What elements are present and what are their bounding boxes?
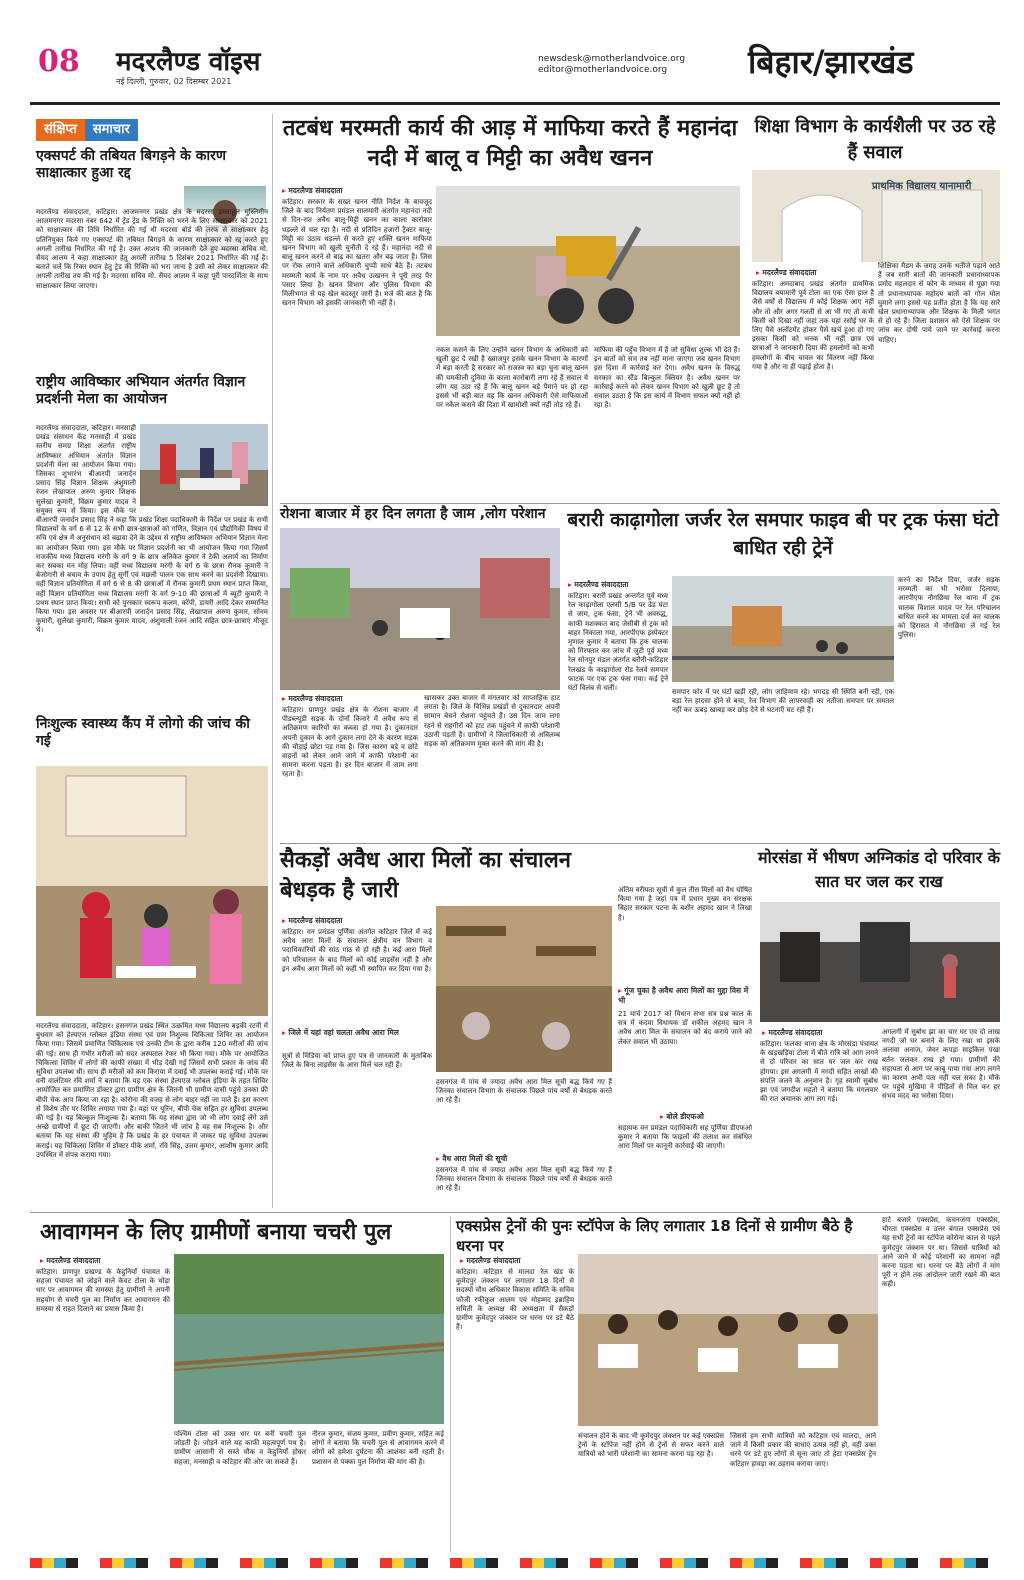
dharna-body-2: संचालन होने के बाद भी कुमेदपुर जंक्शन पर कई एक्सप्रेस ट्रेनों के स्टॉपेज नहीं होने से ट्रेनों से सफर करने वाले यात्रियों को भारी परेशानी का सामना करना पड़ रहा है।: [578, 1432, 724, 1459]
fire-byline: ▸ मदरलैण्ड संवाददाता: [762, 1028, 823, 1038]
protest-photo: [578, 1254, 878, 1426]
section-title: बिहार/झारखंड: [748, 43, 914, 81]
bridge-body-2: पश्चिम टोला को उक्त धार पर बनी चचरी पुल जोड़ती है। जोड़ने वाले यह काफी महत्वपूर्ण पथ है। ग्रामीण आसानी से सस्ते चौक व केहुनियाँ होकर सहजा, मनसाही व कटिहार की ओर जा सकते हैं।: [174, 1430, 306, 1466]
brief3-body: मदरलैण्ड संवाददाता, कटिहार। हसनगंज प्रखंड स्थित उत्क्रमित मध्य विद्यालय बड़की रटनी में बुधवार को हेल्पएज ग्लोबल इंडिया संस्था एवं ग्राम निशुल्क चिकित्सा शिविर का आयोजन किया गया। जिसमें प्रमाणित चिकित्सक एवं उनकी टीम के द्वारा करीब 120 मरीजों की जांच की गई। साथ ही गंभीर मरीजों को सदर अस्पताल रेफर भी किया गया। मौके पर आयोजित चिकित्सा शिविर में लोगों की काफी संख्या में भीड़ देखी गई जिसमें सभी प्रकार के जांच की सुविधा उपलब्ध थी। साथ ही मरीजों को कम किराया में दवाई भी उपलब्ध कराई गई। मौके पर वनी वालंटियर रवि शर्मा ने बताया कि यह एक संस्था हेल्पएज ग्लोबल इंडिया के तहत शिविर आयोजित कर प्रमाणित डॉक्टर द्वारा ग्रामीण क्षेत्र के जितनी भी ग्रामीण वासी पहुंचे उनका फ्री बीपी चेक आप किया जा रहा है। कोरोना की वजह से लोग बाहर नहीं जा पाते हैं। इस कारण से विशेष तौर पर शिविर लगाया गया है। यहां पर यूरिन, बीपी चेक सहित हर सुविधा उपलब्ध की गई है। यह बिल्कुल निःशुल्क है। बताया कि यह संस्था द्वारा जो भी लोग दवाई लेंगे उसे अच्छे ग्रामीणों में छूट दी जाएगी। और बाकी जितने भी जांच है वह सब निःशुल्क है। और बताया कि यह संस्था की मुहिम है कि प्रखंड के हर पंचायत में जाकर यह सुविधा उपलब्ध कराई। यह चिकित्सा शिविर में डॉक्टर पीके शर्मा, रवि सिंह, उत्तम कुमार, आशीष कुमार आदि उपस्थित में संपन्न कराया गया।: [36, 1022, 268, 1159]
mills-body-6: 21 मार्च 2017 को विधान सभा सत्र प्रश्न काल के सत्र में कदवा विधायक डॉ शकील अहमद खान ने अवैध आरा मिल के संचालन को बंद कराये जाने को लेकर सवाल भी उठाया।: [618, 1010, 752, 1046]
market-jam-photo: [280, 528, 560, 690]
email-newsdesk[interactable]: newsdesk@motherlandvoice.org: [538, 54, 686, 64]
lead-body-2: नकल कसने के लिए उन्होंने खनन विभाग के अधिकारी को खुली छूट दे रखी है ख्वाजपुर इसके खनन विभाग के कारणों में बड़ा करती है सरकार को राजस्व का बड़ा चुना बालू खनन की चमकीली दुनिया के काला कारोबारी लगा रहे हैं सवाल ये लोग यह उठा रहे हैं कि बालू खनन बड़े पैमाने पर हो रहा इससे भी बड़ी बात यह कि खनन अधिकारी ऐसे माफियाओं पर नकेल कसने की दिशा में खामोशी क्यों नहीं तोड़ रहे हैं।: [436, 346, 588, 410]
rail-body-3: करने का निर्देश दिया, जर्जर सड़क मरम्मती का भी भरोसा दिलाया, आरपीएफ नौगछिया रेल थाना में ट्रक चालक विशाल यादव पर रेल परिचालन बाधित करने का मामला दर्ज कर चालक को हिरासत में नौगछिया ले गई रेल पुलिस।: [898, 576, 1000, 640]
mills-body: कटिहार। वन प्रमंडल पूर्णिया अंतर्गत कटिहार जिले में कई अवैध आरा मिलों के संचालन क्षेत्रीय वन विभाग व पदाधिकारियों की सांठ गांठ से हो रही है। कई आरा मिलों को परिचालन के बाद मिलों को कोई लाइसेंस नहीं है और इन अवैध आरा मिलों को कहीं भी स्थापित कर दिया गया है।: [282, 928, 432, 973]
roshna-body-2: खासकर उक्त बाजार में मंगलवार को साप्ताहिक हाट लगता है। जिले के विभिन्न प्रखंडों से दुकानदार अपनी सामान बेचने रोशना पहुंचते हैं। उस दिन जाम लगा रहने से राहगीरों को हाट तक पहुंचने में काफी परेशानी उठानी पड़ती है। ग्रामीणों ने जिलाधिकारी से अविलम्ब सड़क को अतिक्रमण मुक्त करने की मांग की है।: [424, 694, 560, 749]
roshna-body: कटिहार। प्राणपुर प्रखंड क्षेत्र के रोशना बाजार में पीडब्ल्यूडी सड़क के दोनों किनारे में अवैध रूप से अतिक्रमण कारियों का कब्जा हो गया है। दुकानदार अपनी दुकान के आगे दुकान लगा देने के कारण सड़क की चौड़ाई छोटा पड़ गया है। जिस कारण बड़े व छोटे वाहनों को लेकर आने जाने में काफी परेशानी का सामना करना पड़ता है। हर दिन बाजार में जाम लगा रहता है।: [282, 706, 418, 779]
mills-byline: ▸ मदरलैण्ड संवाददाता: [282, 916, 343, 926]
contact-emails: [538, 54, 685, 76]
bridge-headline: आवागमन के लिए ग्रामीणों बनाया चचरी पुल: [40, 1220, 392, 1245]
lead-body: कटिहार। सरकार के सख्त खनन नीति निर्देश के बावजूद जिले के बाद निर्यतण प्रमंडल सालमारी अंतर्गत महानंदा नदी से दिन-रात अवैध बालू-मिट्टी खनन का काला कारोबार धड़ल्ले से चल रहा है। नदी से प्रतिदिन हजारों ट्रैक्टर बालू-मिट्टी का उठाव धड़ल्ले से करते हुए शक्ति खनन माफिया खनन विभाग को खुली चुनौती दे रहे हैं। महानंदा नदी से बालू खनन करने से बाढ़ का खतरा और बढ़ जाता है। जिस पर रोक लगाने वाले अधिकारी चुप्पी साधे बैठे हैं। तटबंध मरम्मती कार्य के नाम पर अवैध उत्खनन ने पूरी तरह पैर पसार लिया है। खनन विभाग और पुलिस विभाग की मिलीभगत से यह खेल बदस्तूर जारी है। मजे की बात है कि खनन विभाग को इसकी जानकारी भी नहीं है।: [282, 198, 432, 308]
brief-tag-1: संक्षिप्त: [36, 119, 85, 141]
mills-sub1: ▸ जिले में यहां वहां चलता अवैध आरा मिल: [282, 1028, 432, 1038]
protest-crowd-image: [578, 1254, 878, 1426]
email-editor[interactable]: editor@motherlandvoice.org: [538, 65, 668, 75]
roshna-headline: रोशना बाजार में हर दिन लगता है जाम ,लोग परेशान: [280, 506, 546, 522]
brief1-headline: एक्सपर्ट की तबियत बिगड़ने के कारण साक्षात्कार हुआ रद्द: [36, 148, 226, 182]
mills-body-7: सहायक वन प्रमंडल पदाधिकारी सह पूर्णिया डीएफओ कुमार ने बताया कि फाइलों की तलाश कर संबंधित आरा मिलों पर कानूनी कार्रवाई की जाएगी।: [618, 1124, 752, 1151]
school-sign: प्राथमिक विद्यालय यानामारी: [872, 181, 972, 192]
rail-headline: बरारी काढ़ागोला जर्जर रेल समपार फाइव बी पर ट्रक फंसा घंटो बाधित रही ट्रेनें: [567, 509, 999, 559]
mills-body-2: सूत्रों से मिडिया को प्राप्त हुए पत्र से जानकारी के मुताबिक जिले के बिना लाइसेंस के आरा मिलें चल रही हैं।: [282, 1052, 432, 1070]
fire-body-2: अगलगी में सुबोध झा का चार घर एव दो लाख नगदी जो घर बनाने के लिए रखा था इसके अलावा अनाज, जेवर कपड़ा साइकिल पंखा बर्तन जलकर राख हो गया। ग्रामीणों की सहायता से आग पर काबू पाया गया आग लगने का कारण अभी पता नहीं चल सका है। मौके पर पहुंचे मुखिया ने पीड़ितों से मिल कर हर संभव मदद का भरोसा दिया।: [882, 1028, 1000, 1101]
dharna-byline: ▸ मदरलैण्ड संवाददाता: [460, 1256, 521, 1266]
masthead-rule: [30, 102, 1000, 105]
bridge-body-3: नीरज कुमार, संजय कुमार, प्रवीण कुमार, सहित कई लोगों ने बताया कि चचरी पुल से आवागमन करने में लोगों को हमेशा दुर्घटना की आशंका बनी रहती है। प्रशासन से पक्का पुल निर्माण की मांग की है।: [312, 1430, 444, 1466]
rail-body: कटिहार। बरारी प्रखंड अन्तर्गत पूर्व मध्य रेल काढ़ागोला एलसी 5/B पर ढेड़ घंटा से जाम, ट्रक फंसा, ट्रेनें भी अवरुद्ध, काफी मशक्कत बाद जेसीबी से ट्रक को बाहर निकाला गया, आरपीएफ इंस्पेक्टर मृणाल कुमार ने बताया कि ट्रक चालक को गिरफ्तार कर जांच में जुटी पूर्व मध्य रेल सोनपुर मंडल अंतर्गत बरौनी-कटिहार रेलखंड के काढ़ागोला रोड रेलवे समपार फाटक पर एक ट्रक फंस गया। कई ट्रेनें घंटों विलंब से चलीं।: [568, 592, 668, 693]
brief2-headline: राष्ट्रीय आविष्कार अभियान अंतर्गत विज्ञान प्रदर्शनी मेला का आयोजन: [36, 374, 246, 408]
row-rule-2: [280, 843, 1000, 844]
dharna-body-4: हाटे बजारे एक्सप्रेस, कंचनजंगा एक्सप्रेस, चौरता एक्सप्रेस व उत्तर बंगाल एक्सप्रेस एवं यह सभी ट्रेनों का स्टॉपेज कोरोना काल से पहले कुमेदपुर जंक्शन पर था। जिससे यात्रियों को आने जाने में कोई परेशानी का सामना नहीं करना पड़ता था। धरना पर बैठे लोगों ने मांग पूरी न होने तक आंदोलन जारी रखने की बात कही।: [882, 1216, 1000, 1289]
school-photo: [752, 170, 1000, 262]
row-rule: [280, 503, 1000, 504]
dharna-body: कटिहार। कटिहार से मालदा रेल खंड के कुमेदपुर जंक्शन पर लगातार 18 दिनों से सदस्यों चौथ अधिकार विकास समिति के सचिव फौजी रफीकुल आलम एवं मोहम्मद इब्राहिम समिती के अध्यक्ष की अध्यक्षता में सैकड़ों ग्रामीण कुमेदपुर जंक्शन पर धरना पर डटे बैठे हैं।: [456, 1268, 574, 1332]
dateline: नई दिल्ली, गुरुवार, 02 दिसम्बर 2021: [116, 77, 232, 86]
rail-crossing-photo: [672, 576, 894, 682]
rail-crossing-image: [672, 576, 894, 682]
brief3-headline: निःशुल्क स्वास्थ्य कैंप में लोगो की जांच की गई: [36, 716, 250, 750]
bamboo-bridge-photo: [174, 1254, 444, 1424]
market-crowd-image: [280, 528, 560, 690]
dharna-body-3: जिससे हम सभी यात्रियों को कटिहार एवं मालदा, आने जाने में किसी प्रकार की बाधाएं उत्पन्न नहीं हो, वहीं उक्त धरने पर डटे हुए लोगों से सूना जाए तो हेटा एक्सप्रेस ट्रेन कटिहार हावड़ा का ठहराव कराया जाए।: [730, 1432, 876, 1468]
dharna-headline: एक्सप्रेस ट्रेनों की पुनः स्टॉपेज के लिए लगातार 18 दिनों से ग्रामीण बैठे है धरना पर: [456, 1217, 853, 1255]
saw-mill-photo: [436, 906, 612, 1072]
mills-body-4: हसनगंज में पांच से ज्यादा अवैध आरा मिल सूची बद्ध किये गए हैं जिनका संचालन विभाग के संचालक पिछले पांच वर्षों से बेधड़क करते आ रहे हैं।: [436, 1166, 612, 1193]
rail-byline: ▸ मदरलैण्ड संवाददाता: [568, 580, 629, 590]
health-camp-image: [36, 766, 268, 1016]
brief-tag-2: समाचार: [85, 119, 138, 141]
bamboo-bridge-image: [174, 1254, 444, 1424]
lead-headline: तटबंध मरम्मती कार्य की आड़ में माफिया करते हैं महानंदा नदी में बालू व मिट्टी का अवैध खनन: [282, 116, 738, 171]
bridge-byline: ▸ मदरलैण्ड संवाददाता: [40, 1256, 101, 1266]
page-number: 08: [38, 44, 80, 79]
mills-sub2: ▸ वैध आरा मिलों की सूची: [436, 1154, 507, 1164]
mills-sub4: ▸ बोले डीएफओ: [660, 1112, 704, 1122]
mills-sub3: ▸ गूंज चुका है अवैध आरा मिलों का मुद्दा विस में भी: [618, 986, 752, 1006]
brief2-body-text: मदरलैण्ड संवाददाता, कटिहार। मनसाही प्रखंड संसाधन केंद्र मनसाही में प्रखंड स्तरीय समग्र शिक्षा अंतर्गत राष्ट्रीय आविष्कार अभियान अंतर्गत विज्ञान प्रदर्शनी मेला का आयोजन किया गया। जिसका शुभारंभ बीआरपी जनार्दन प्रसाद सिंह विज्ञान शिक्षक अंशुमाली रंजन लेखापाल अरुण कुमार शिक्षक सुलेखा कुमारी, विक्रम कुमार यादव ने संयुक्त रूप से किया। इस मौके पर बीआरपी जनार्दन प्रसाद सिंह ने कहा कि प्रखंड शिक्षा पदाधिकारी के निर्देश पर प्रखंड के सभी विद्यालयों के वर्ग 6 से 12 के सभी छात्र-छात्राओं को गणित, विज्ञान एवं प्रौद्योगिकी विषय में रुचि एवं क्षेत्र में अनुसंधान को बढ़ावा देने के उद्देश्य से राष्ट्रीय आविष्कार अभियान विज्ञान मेला का आयोजन किया गया। इस मौके पर विज्ञान प्रदर्शनी का भी आयोजन किया गया जिसमें राजकीय मध्य विद्यालय मरंगी के वर्ग 9 के छात्र अनिकेत कुमार ने टेकी अलार्म का निर्माण कर सबका मन मोह लिया। वहीं मध्य विद्यालय मरंगी के वर्ग 6 के छात्रा रौनक कुमारी ने बेजोगारी से बचाव के उपाय हेतु सूर्गी एवं मछली पालन एक साथ करने का प्रदर्शनी दिखाया। वहीं विज्ञान प्रतियोगिता में वर्ग 6 से 8 की छात्राओं में रौनक कुमारी प्रथम स्थान प्राप्त किया, वहीं विज्ञान प्रतियोगिता मध्य विद्यालय मरंगी के वर्ग 9-10 की छात्राओं में ब्यूटी कुमारी ने प्रथम स्थान प्राप्त किया। सभी को पुरस्कार स्वरूप कलम, कॉपी, डायरी आदि देकर सम्मानित किया गया। इस अवसर पर बीआरपी जनार्दन प्रसाद सिंह, लेखापाल अरुण कुमार, सोनम कुमारी, सुलेखा कुमारी, विक्रम कुमार यादव, अंशुमाली रंजन आदि सहित छात्र-छात्राएं मौजूद थे।: [36, 424, 268, 635]
column-rule-2: [450, 1216, 451, 1552]
fire-headline: मोरसंडा में भीषण अग्निकांड दो परिवार के सात घर जल कर राख: [758, 848, 1000, 891]
column-rule: [272, 114, 273, 1208]
lead-byline: ▸ मदरलैण्ड संवाददाता: [282, 186, 343, 196]
print-color-bar: [30, 1558, 1000, 1568]
newspaper-name: मदरलैण्ड वॉइस: [116, 47, 261, 77]
lead-body-3: माफिया की पहुँच विभाग में है जो सुविधा शुल्क भी देते हैं। इन बातों को सच तब नहीं माना जाएगा जब खनन विभाग इस दिशा में कार्रवाई कर देगा। अवैध खनन के विरुद्ध सरकार का स्टैंड बिल्कुल क्लियर है। अवैध खनन पर कार्रवाई करने को लेकर खनन विभाग को खुली छूट है तो सवाल उठता है कि इस कार्य में विभाग सफल क्यों नहीं हो रहा है।: [594, 346, 740, 410]
brief1-body: मदरलैण्ड संवाददाता, कटिहार। आजमनगर प्रखंड क्षेत्र के मदरसा इस्लाहुल मुस्लिमीन आजमनगर मदरसा नंबर 642 में ट्रेंड ट्रेड के रिक्ति को भरने के लिए साक्षात्कार को 2021 को साक्षात्कार की तिथि निर्धारित की गई थी मदरसा बोर्ड की तरफ से साक्षात्कार हेतु प्रतिनियुक्त किये गए एक्सपर्ट की तबियत बिगड़ने के कारण साक्षात्कार को रद्द करते हुए अगली तारीख निर्धारित की गई है। उक्त आशय की जानकारी देते हुए मदरसा सचिव मो. सैयद आलम ने कहा साक्षात्कार हेतु अगली तारीख 5 दिसंबर 2021 निर्धारित की गई है। बताते चलें कि रिक्त स्थान हेतु ट्रेड की रिक्ति को भरा जाना है उसी को लेकर साक्षात्कार की अगली तारीख तय की गई है। मदरसा सचिव मो. सैयद आलम ने कहा पूरी पारदर्शिता के साथ साक्षात्कार लिया जाएगा।: [36, 208, 268, 290]
excavator-image: [436, 186, 740, 336]
school-body-2: शिक्षिका मैडम के जगह उनके भतीजे पढ़ाने आते हैं जब सारी बातों की जानकारी प्रधानाध्यापक प्रमोद महलदार से फोन के माध्यम से पूछा गया तो प्रधानाध्यापक महोदय बातों को गोल मोल घुमाने लगा इससे यह प्रतीत होता है कि यह सारे खेल प्रधानाध्यापक और शिक्षक के मिली भगत से हो रहे हैं। जिला प्रशासन को ऐसे शिक्षक पर जांच कर दोषी पाये जाने पर कार्रवाई करना चाहिए।: [878, 262, 1000, 344]
roshna-byline: ▸ मदरलैण्ड संवाददाता: [282, 694, 343, 704]
excavator-photo: [436, 186, 740, 336]
burnt-houses-image: [760, 902, 1000, 1022]
health-camp-photo: [36, 766, 268, 1016]
fire-photo: [760, 902, 1000, 1022]
masthead: [28, 40, 1008, 102]
float-spacer: [136, 424, 268, 508]
rail-body-2: समपार फोर में पर घंटों खड़ी रही, लोग जाहिमाम रहे। भगदड़ सी स्थिति बनी रही, एक बड़ा रेल हादसा होने से बचा, रेल विभाग की लापरवाही का नतीजा समपार पर समतल नहीं कर ऊबड़ खाबड़ कर छोड़ देने से घटनाएँ घट रही हैं।: [672, 688, 894, 715]
mills-body-5: अंतिम वरीयता सूची में कुल तीस मिलों को वैध घोषित किया गया है जहां पत्र में प्रधान मुख्य वन संरक्षक बिहार सरकार पटना के बशीर अहमद खान ने लिखा है।: [618, 886, 752, 922]
bridge-body: कटिहार। प्राणपुर प्रखण्ड के केहुनियाँ पंचायत के सहजा पंचायत को जोड़ने वाले केवट टोला के थोड़ा धार पर आवागमन की समस्या हेतु ग्रामीणों ने अपनी सहयोग से चचरी पुल का निर्माण कर आवागमन की समस्या से राहत दिलाने का प्रयास किया है।: [36, 1268, 170, 1313]
mills-headline: सैकड़ों अवैध आरा मिलों का संचालन बेधड़क है जारी: [280, 848, 572, 903]
saw-mill-image: [436, 906, 612, 1072]
school-headline: शिक्षा विभाग के कार्यशैली पर उठ रहे हैं सवाल: [754, 116, 996, 163]
row-rule-3: [30, 1212, 1000, 1213]
school-body: कटिहार। अमदाबाद प्रखंड अंतर्गत प्राथमिक विद्यालय बयामारी पूर्व टोला का एक ऐसा हाल है जैसे वर्षों से विद्यालय में कोई शिक्षक आए नहीं और तो और अगर गलती से आ भी गए तो कभी किसी को दिखा नहीं जहां तक यहां रसोई घर के लिए पैसे अलॉटमेंट होकर पैसे खर्च हुआ हो गए इसका किसी को भनक भी नहीं छात्र एवं छात्राओं ने जानकारी दिया की हमलोगों को कभी हमलोगों के बीच चावल का वितरण नहीं किया गया है और ना ही पढ़ाई होता है।: [752, 280, 874, 371]
school-byline: ▸ मदरलैण्ड संवाददाता: [756, 268, 817, 278]
brief2-body: [36, 424, 268, 686]
fire-body: कटिहार। फलका थाना क्षेत्र के मोरसंडा पंचायत के खड़खड़िया टोला में बीते रात्रि को आग लगने से दो परिवार का सात घर जल कर राख होगया। इस अगलगी में नगदी सहित लाखों की संपत्ति जलने के अनुमान है। गृह स्वामी सुबोध झा एवं जगदीश महतो ने बताया कि मंगलवार की रात अचानक आग लग गई।: [760, 1040, 878, 1104]
brief-news-tag: [36, 118, 236, 140]
mills-body-3: हसनगंज में पांच से ज्यादा अवैध आरा मिल सूची बद्ध किये गए हैं जिनका संचालन विभाग के संचालक पिछले पांच वर्षों से बेधड़क करते आ रहे हैं।: [436, 1078, 612, 1105]
